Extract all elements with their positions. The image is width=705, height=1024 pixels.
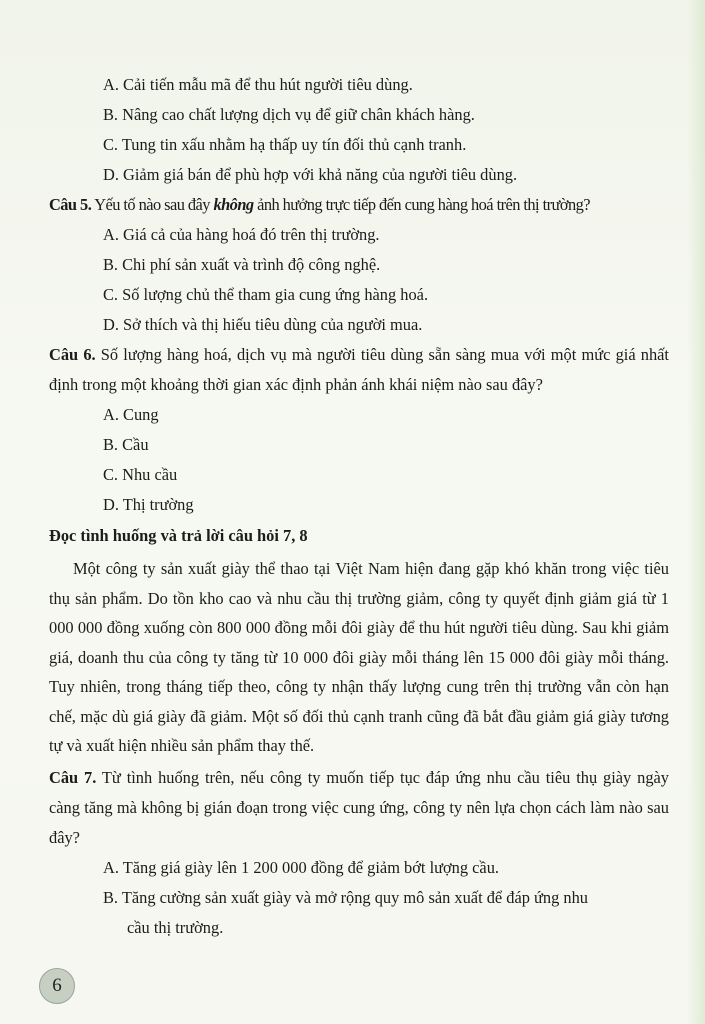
q4-option-b: B. Nâng cao chất lượng dịch vụ để giữ chân khách hàng.	[103, 105, 475, 124]
q4-option-d: D. Giảm giá bán để phù hợp với khả năng của người tiêu dùng.	[103, 165, 518, 184]
q7-text: Từ tình huống trên, nếu công ty muốn tiếp tục đáp ứng nhu cầu tiêu thụ giày ngày càng tăng mà không bị gián đoạn trong việc cung ứng, công ty nên lựa chọn cách làm nào sau đây?	[49, 767, 669, 847]
situation-heading: Đọc tình huống và trả lời câu hỏi 7, 8	[49, 526, 308, 545]
q5-option-c: C. Số lượng chủ thể tham gia cung ứng hàng hoá.	[103, 285, 429, 304]
q5-option-b: B. Chi phí sản xuất và trình độ công nghệ.	[103, 255, 381, 274]
q7-option-b-line1: B. Tăng cường sản xuất giày và mở rộng quy mô sản xuất để đáp ứng nhu	[103, 887, 589, 907]
q6-option-a: A. Cung	[103, 405, 159, 424]
situation-paragraph: Một công ty sản xuất giày thể thao tại Việt Nam hiện đang gặp khó khăn trong việc tiêu thụ sản phẩm. Do tồn kho cao và nhu cầu thị trường giảm, công ty quyết định giảm giá từ 1 000 000 đồng xuống còn 800 000 đồng mỗi đôi giày để thu hút người tiêu dùng. Sau khi giảm giá, doanh thu của công ty tăng từ 10 000 đôi giày mỗi tháng lên 15 000 đôi giày mỗi tháng. Tuy nhiên, trong tháng tiếp theo, công ty nhận thấy lượng cung trên thị trường vẫn còn hạn chế, mặc dù giá giày đã giảm. Một số đối thủ cạnh tranh cũng đã bắt đầu giảm giá giày tương tự và xuất hiện nhiều sản phẩm thay thế.	[49, 559, 669, 755]
q5-text-before: Yếu tố nào sau đây	[91, 195, 214, 214]
q5-label: Câu 5.	[49, 195, 92, 214]
q7-option-b	[49, 883, 669, 942]
q6-text: Số lượng hàng hoá, dịch vụ mà người tiêu dùng sẵn sàng mua với một mức giá nhất định trong một khoảng thời gian xác định phản ánh khái niệm nào sau đây?	[49, 345, 669, 394]
page-edge-decoration	[687, 0, 705, 1024]
q6-option-c: C. Nhu cầu	[103, 465, 178, 484]
q7-option-b-line2: cầu thị trường.	[127, 917, 224, 937]
q4-option-a: A. Cải tiến mẫu mã để thu hút người tiêu dùng.	[103, 75, 413, 94]
page-number: 6	[39, 968, 75, 1004]
q6-label: Câu 6.	[49, 345, 96, 364]
q7-option-a: A. Tăng giá giày lên 1 200 000 đồng để giảm bớt lượng cầu.	[103, 857, 500, 877]
q6-option-d: D. Thị trường	[103, 495, 194, 514]
q7-label: Câu 7.	[49, 767, 97, 787]
question-6	[49, 340, 669, 400]
q5-option-a: A. Giá cả của hàng hoá đó trên thị trường.	[103, 225, 380, 244]
q5-option-d: D. Sở thích và thị hiếu tiêu dùng của người mua.	[103, 315, 423, 334]
q6-option-b: B. Cầu	[103, 435, 149, 454]
question-5	[49, 190, 669, 220]
q5-text-after: ảnh hưởng trực tiếp đến cung hàng hoá trên thị trường?	[253, 195, 590, 214]
document-body	[49, 70, 669, 942]
q4-option-c: C. Tung tin xấu nhằm hạ thấp uy tín đối thủ cạnh tranh.	[103, 135, 467, 154]
question-7	[49, 763, 669, 853]
q5-emphasis: không	[213, 195, 254, 214]
